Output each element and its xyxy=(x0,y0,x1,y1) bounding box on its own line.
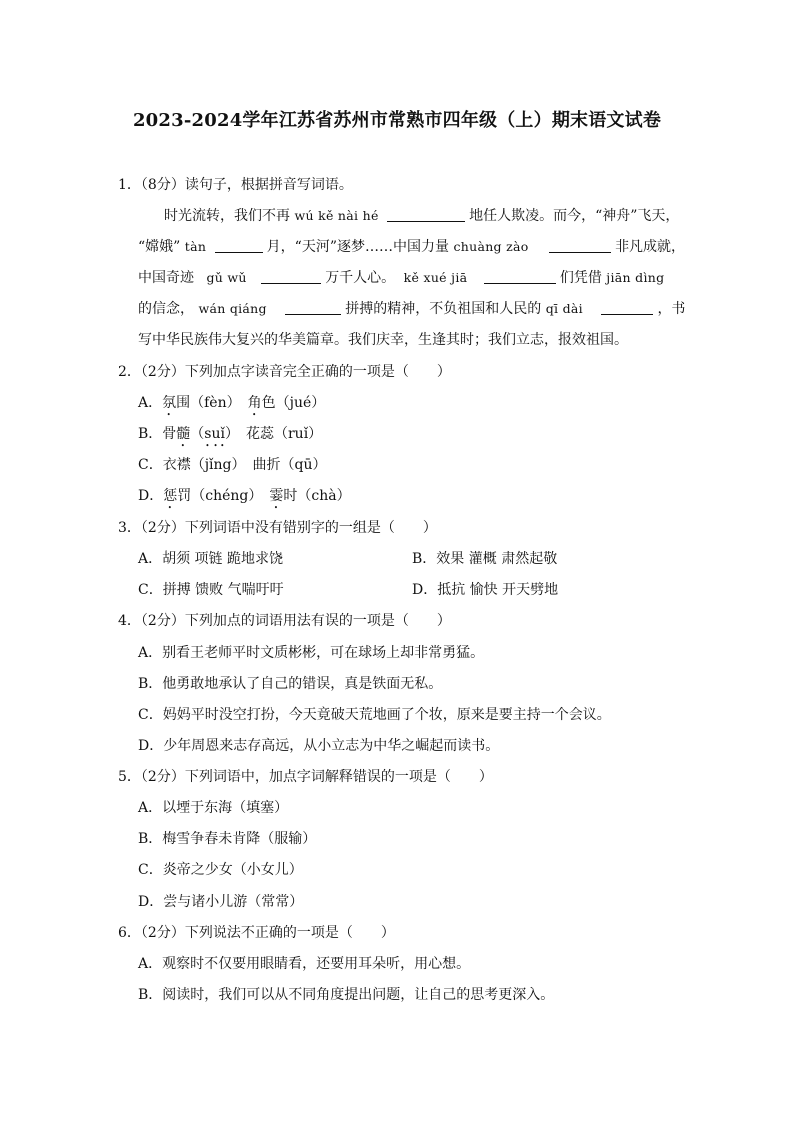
q1-text: 们凭借 xyxy=(559,270,602,286)
q3-option-b[interactable]: B．效果 灌概 肃然起敬 xyxy=(412,551,558,567)
q4-option-d[interactable]: D．少年周恩来志存高远，从小立志为中华之崛起而读书。 xyxy=(138,738,500,754)
q1-text: 万千人心。 xyxy=(325,270,396,286)
q2-option-d[interactable]: D．惩罚（chéng） 霎时（chà） xyxy=(138,488,351,504)
pinyin: wán qiáng xyxy=(198,301,267,316)
answer-blank[interactable] xyxy=(387,207,465,222)
pinyin: tàn xyxy=(184,239,207,254)
q1-line-4 xyxy=(138,299,685,319)
q6-stem: 6．（2分）下列说法不正确的一项是（ ） xyxy=(118,925,395,941)
q2-option-a[interactable]: A．氛围（fèn） 角色（jué） xyxy=(138,395,326,411)
pinyin: jiān dìng xyxy=(606,270,665,285)
q3-option-c[interactable]: C．拼搏 馈败 气喘吁吁 xyxy=(138,582,284,598)
pinyin: qī dài xyxy=(545,301,583,316)
q1-text: 中国奇迹 xyxy=(138,270,194,286)
q3-option-d[interactable]: D．抵抗 愉快 开天劈地 xyxy=(412,582,559,598)
pinyin: wú kě nài hé xyxy=(294,208,379,223)
q1-line-1 xyxy=(164,206,679,226)
q5-stem: 5．（2分）下列词语中，加点字词解释错误的一项是（ ） xyxy=(118,769,493,785)
q1-text: 月，“天河”逐梦……中国力量 xyxy=(266,239,449,255)
q1-text: 非凡成就， xyxy=(615,239,686,255)
q4-option-c[interactable]: C．妈妈平时没空打扮，今天竟破天荒地画了个妆，原来是要主持一个会议。 xyxy=(138,707,611,723)
dotted-char: 霎 xyxy=(269,488,284,504)
q5-option-b[interactable]: B．梅雪争春未肯降（服输） xyxy=(138,831,317,847)
q6-option-a[interactable]: A．观察时不仅要用眼睛看，还要用耳朵听，用心想。 xyxy=(138,956,471,972)
q1-line-5: 写中华民族伟大复兴的华美篇章。我们庆幸，生逢其时；我们立志，报效祖国。 xyxy=(138,332,628,348)
dotted-char: 惩 xyxy=(163,488,178,504)
q4-option-a[interactable]: A．别看王老师平时文质彬彬，可在球场上却非常勇猛。 xyxy=(138,645,485,661)
q2-option-b[interactable]: B．骨髓（suǐ） 花蕊（ruǐ） xyxy=(138,426,323,442)
q1-text: 拼搏的精神，不负祖国和人民的 xyxy=(345,301,542,317)
q5-option-a[interactable]: A．以堙于东海（填塞） xyxy=(138,800,289,816)
pinyin: chuàng zào xyxy=(453,239,529,254)
pinyin: kě xué jiā xyxy=(403,270,468,285)
q1-text: “嫦娥” xyxy=(138,239,181,255)
q2-stem: 2．（2分）下列加点字读音完全正确的一项是（ ） xyxy=(118,364,451,380)
answer-blank[interactable] xyxy=(215,238,263,253)
q1-stem: 1．（8分）读句子，根据拼音写词语。 xyxy=(118,177,353,193)
q1-text: 的信念， xyxy=(138,301,194,317)
dotted-char: 氛 xyxy=(162,395,177,411)
q4-option-b[interactable]: B．他勇敢地承认了自己的错误，真是铁面无私。 xyxy=(138,676,443,692)
dotted-char: 髓（suǐ） xyxy=(176,426,232,442)
q4-stem: 4．（2分）下列加点的词语用法有误的一项是（ ） xyxy=(118,613,451,629)
q1-text: 时光流转，我们不再 xyxy=(164,208,290,224)
dotted-char: 角 xyxy=(247,395,262,411)
q1-text: 地任人欺凌。而今，“神舟”飞天， xyxy=(469,208,680,224)
pinyin: gǔ wǔ xyxy=(206,270,247,285)
q1-line-3 xyxy=(138,268,664,288)
answer-blank[interactable] xyxy=(549,238,611,253)
q6-option-b[interactable]: B．阅读时，我们可以从不同角度提出问题，让自己的思考更深入。 xyxy=(138,987,555,1003)
q2-option-c[interactable]: C．衣襟（jǐng） 曲折（qū） xyxy=(138,457,327,473)
q3-stem: 3．（2分）下列词语中没有错别字的一组是（ ） xyxy=(118,520,437,536)
q1-line-2 xyxy=(138,237,685,257)
q5-option-d[interactable]: D．尝与诸小儿游（常常） xyxy=(138,894,304,910)
page-title: 2023-2024学年江苏省苏州市常熟市四年级（上）期末语文试卷 xyxy=(132,110,662,131)
answer-blank[interactable] xyxy=(285,300,341,315)
answer-blank[interactable] xyxy=(261,269,321,284)
q3-option-a[interactable]: A．胡须 项链 跪地求饶 xyxy=(138,551,284,567)
answer-blank[interactable] xyxy=(601,300,653,315)
answer-blank[interactable] xyxy=(484,269,556,284)
q5-option-c[interactable]: C．炎帝之少女（小女儿） xyxy=(138,862,303,878)
q1-text: ，书 xyxy=(657,301,686,317)
